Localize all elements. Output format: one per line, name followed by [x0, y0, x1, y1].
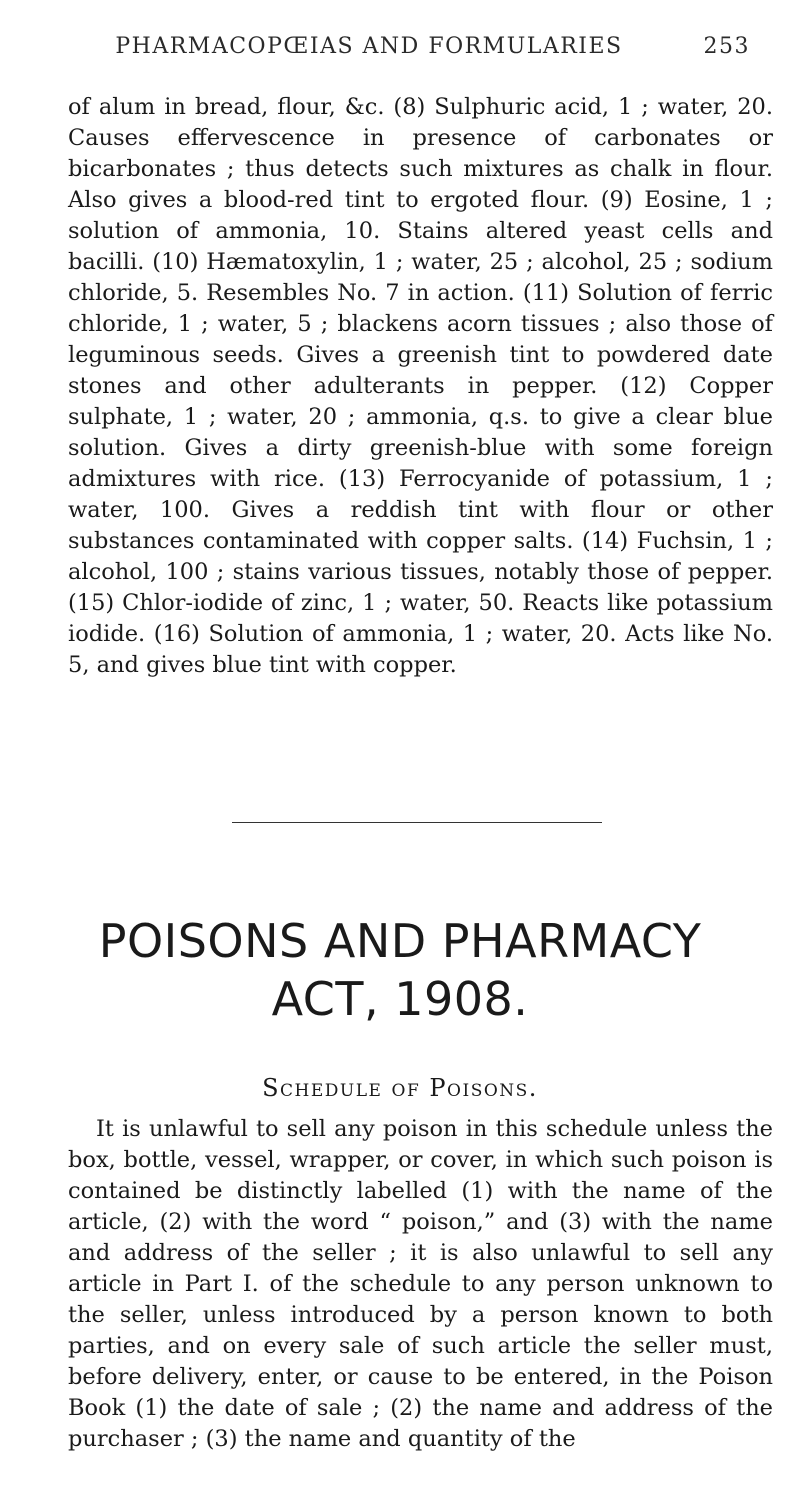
section-divider: [232, 822, 602, 823]
running-header-title: PHARMACOPŒIAS AND FORMULARIES: [115, 34, 623, 59]
act-title: [0, 912, 800, 1028]
act-title-line-2: ACT, 1908.: [271, 972, 529, 1026]
body-paragraph-schedule: It is unlawful to sell any poison in this schedule unless the box, bottle, vessel, wrapper, or cover, in which such poison is contained be distinctly labelled (1) with the name of the article, (2) with the word “ poison,” and (3) with the name and address of the seller ; it is also unlawful to sell any article in Part I. of the schedule to any person unknown to the seller, unless introduced by a person known to both parties, and on every sale of such article the seller must, before delivery, enter, or cause to be entered, in the Poison Book (1) the date of sale ; (2) the name and address of the purchaser ; (3) the name and quantity of the: [68, 1116, 773, 1452]
running-header: [68, 34, 750, 64]
act-title-line-1: POISONS AND PHARMACY: [98, 914, 702, 968]
schedule-heading: Schedule of Poisons.: [262, 1074, 538, 1102]
body-paragraph-reagents: of alum in bread, flour, &c. (8) Sulphuric acid, 1 ; water, 20. Causes effervescence in presence of carbonates or bicarbonates ; thus detects such mixtures as chalk in flour. Also gives a blood-red tint to ergoted flour. (9) Eosine, 1 ; solution of ammonia, 10. Stains altered yeast cells and bacilli. (10) Hæmatoxylin, 1 ; water, 25 ; alcohol, 25 ; sodium chloride, 5. Resembles No. 7 in action. (11) Solution of ferric chloride, 1 ; water, 5 ; blackens acorn tissues ; also those of leguminous seeds. Gives a greenish tint to powdered date stones and other adulterants in pepper. (12) Copper sulphate, 1 ; water, 20 ; ammonia, q.s. to give a clear blue solution. Gives a dirty greenish-blue with some foreign admixtures with rice. (13) Ferrocyanide of potassium, 1 ; water, 100. Gives a reddish tint with flour or other substances contaminated with copper salts. (14) Fuchsin, 1 ; alcohol, 100 ; stains various tissues, notably those of pepper. (15) Chlor-iodide of zinc, 1 ; water, 50. Reacts like potassium iodide. (16) Solution of ammonia, 1 ; water, 20. Acts like No. 5, and gives blue tint with copper.: [68, 94, 773, 678]
page-number: 253: [703, 34, 750, 59]
